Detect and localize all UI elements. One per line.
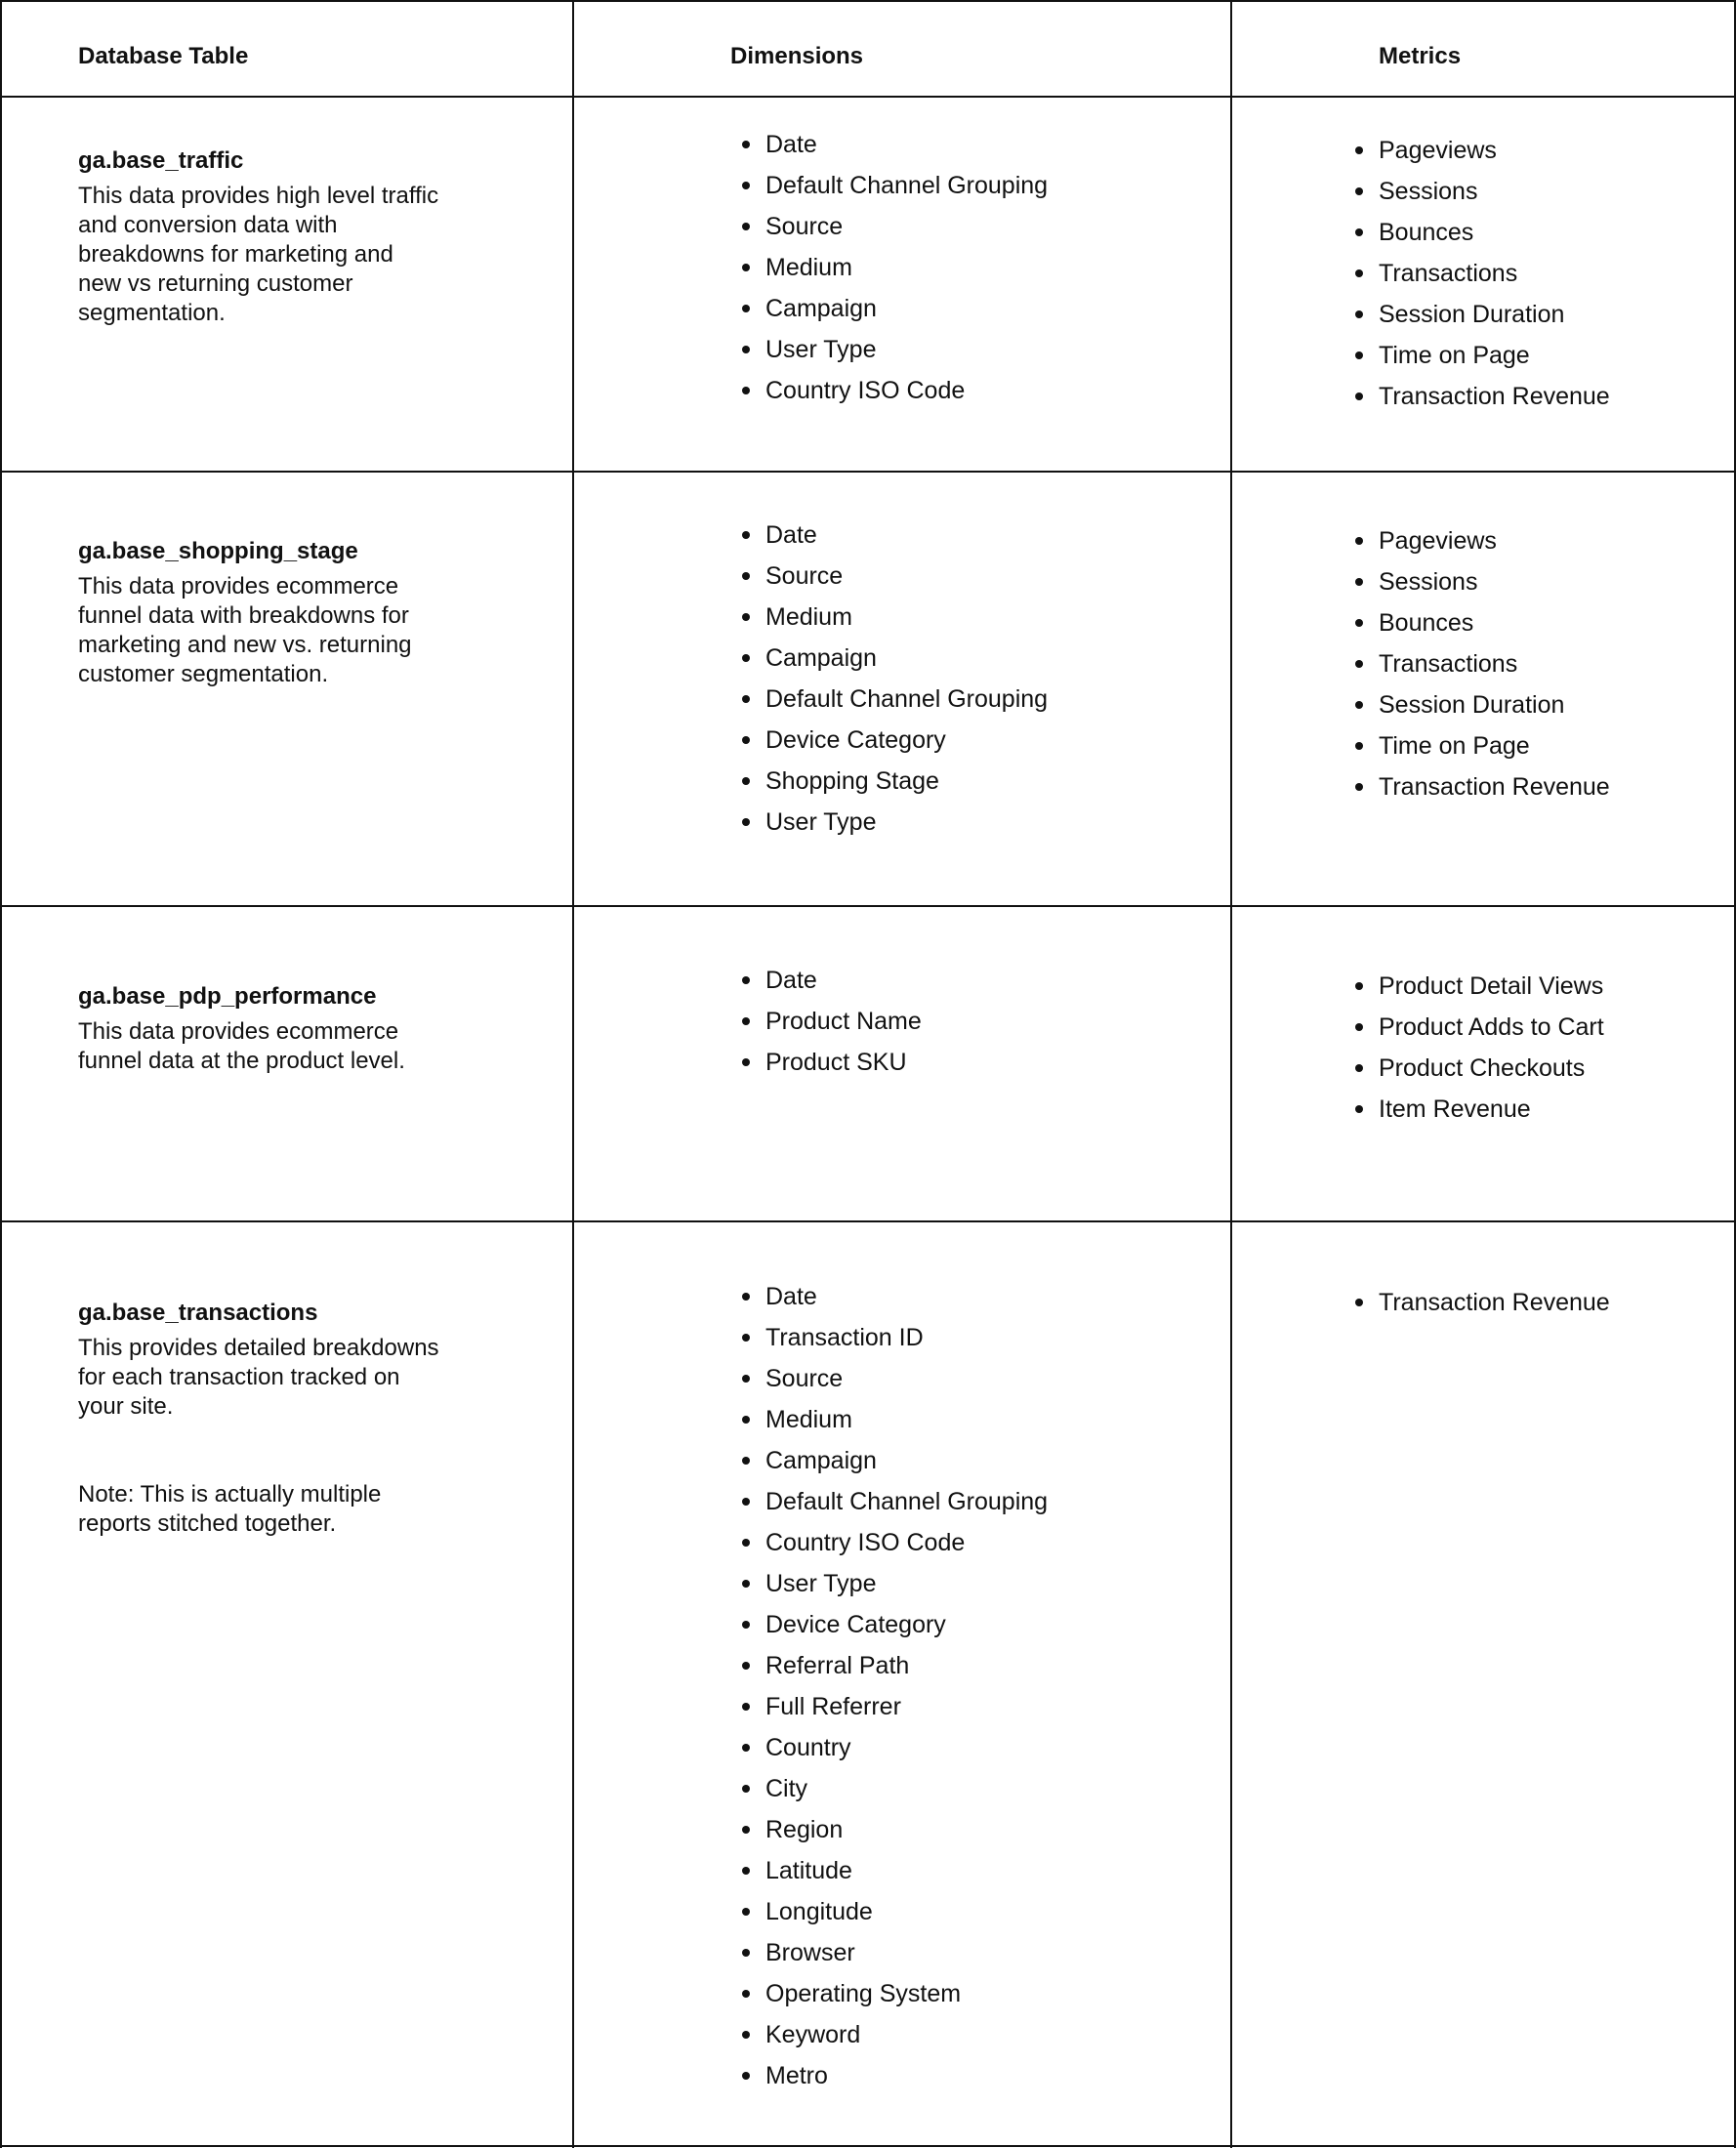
dimension-item: Device Category [765, 1604, 1048, 1645]
row-divider [0, 471, 1736, 473]
metric-item: Transactions [1379, 253, 1610, 294]
metrics-list [1379, 1282, 1610, 1323]
table-description: This data provides ecommerce funnel data with breakdowns for marketing and new vs. returning customer segmentation. [78, 573, 412, 687]
metric-item: Transaction Revenue [1379, 766, 1610, 807]
dimension-item: Default Channel Grouping [765, 165, 1048, 206]
dimension-item: Campaign [765, 288, 1048, 329]
metric-item: Transactions [1379, 643, 1610, 684]
metric-item: Bounces [1379, 212, 1610, 253]
dimension-item: City [765, 1768, 1048, 1809]
header-database-table: Database Table [78, 43, 249, 69]
metric-item: Sessions [1379, 561, 1610, 602]
metric-item: Product Detail Views [1379, 966, 1604, 1007]
dimension-item: Device Category [765, 720, 1048, 761]
dimension-item: User Type [765, 329, 1048, 370]
metrics-list [1379, 966, 1604, 1130]
dimension-item: Date [765, 1276, 1048, 1317]
dimension-item: Medium [765, 597, 1048, 638]
metric-item: Pageviews [1379, 130, 1610, 171]
table-description: This data provides high level traffic and conversion data with breakdowns for marketing and new vs returning customer segmentation. [78, 183, 439, 326]
dimensions-list [765, 960, 922, 1083]
metric-item: Item Revenue [1379, 1089, 1604, 1130]
dimension-item: Country ISO Code [765, 1522, 1048, 1563]
dimension-item: Date [765, 515, 1048, 556]
dimension-item: Date [765, 960, 922, 1001]
dimension-item: Operating System [765, 1973, 1048, 2014]
metric-item: Pageviews [1379, 520, 1610, 561]
dimension-item: Campaign [765, 638, 1048, 679]
metric-item: Session Duration [1379, 294, 1610, 335]
header-divider [0, 96, 1736, 98]
dimension-item: User Type [765, 1563, 1048, 1604]
header-dimensions: Dimensions [730, 43, 864, 69]
metric-item: Time on Page [1379, 725, 1610, 766]
table-description: This provides detailed breakdowns for each transaction tracked on your site. [78, 1335, 439, 1420]
dimension-item: Product SKU [765, 1042, 922, 1083]
dimension-item: Medium [765, 247, 1048, 288]
header-metrics: Metrics [1379, 43, 1462, 69]
metric-item: Sessions [1379, 171, 1610, 212]
dimension-item: Campaign [765, 1440, 1048, 1481]
dimension-item: Source [765, 556, 1048, 597]
metric-item: Bounces [1379, 602, 1610, 643]
table-border-left [0, 0, 2, 2148]
table-note: Note: This is actually multiple reports stitched together. [78, 1481, 382, 1537]
dimensions-list [765, 1276, 1048, 2096]
dimension-item: Product Name [765, 1001, 922, 1042]
dimension-item: Keyword [765, 2014, 1048, 2055]
table-name: ga.base_transactions [78, 1300, 318, 1326]
row-divider [0, 1220, 1736, 1222]
dimension-item: Full Referrer [765, 1686, 1048, 1727]
dimension-item: Default Channel Grouping [765, 1481, 1048, 1522]
metric-item: Transaction Revenue [1379, 376, 1610, 417]
table-border-top [0, 0, 1736, 2]
dimension-item: Default Channel Grouping [765, 679, 1048, 720]
metric-item: Session Duration [1379, 684, 1610, 725]
column-divider [1230, 0, 1232, 2148]
dimension-item: Medium [765, 1399, 1048, 1440]
dimension-item: Shopping Stage [765, 761, 1048, 802]
dimension-item: Metro [765, 2055, 1048, 2096]
metrics-list [1379, 130, 1610, 417]
table-name: ga.base_pdp_performance [78, 983, 377, 1010]
dimension-item: Source [765, 1358, 1048, 1399]
row-divider [0, 905, 1736, 907]
table-border-bottom [0, 2145, 1736, 2147]
table-description: This data provides ecommerce funnel data at the product level. [78, 1018, 405, 1074]
metrics-list [1379, 520, 1610, 807]
dimension-item: Date [765, 124, 1048, 165]
dimension-item: Region [765, 1809, 1048, 1850]
table-name: ga.base_shopping_stage [78, 538, 358, 564]
dimension-item: Transaction ID [765, 1317, 1048, 1358]
dimension-item: Referral Path [765, 1645, 1048, 1686]
dimensions-list [765, 515, 1048, 843]
dimension-item: Source [765, 206, 1048, 247]
dimension-item: Country ISO Code [765, 370, 1048, 411]
dimension-item: Latitude [765, 1850, 1048, 1891]
metric-item: Transaction Revenue [1379, 1282, 1610, 1323]
dimension-item: Country [765, 1727, 1048, 1768]
metric-item: Product Adds to Cart [1379, 1007, 1604, 1048]
dimensions-list [765, 124, 1048, 411]
metric-item: Time on Page [1379, 335, 1610, 376]
dimension-item: Longitude [765, 1891, 1048, 1932]
table-name: ga.base_traffic [78, 147, 244, 174]
dimension-item: User Type [765, 802, 1048, 843]
dimension-item: Browser [765, 1932, 1048, 1973]
column-divider [572, 0, 574, 2148]
metric-item: Product Checkouts [1379, 1048, 1604, 1089]
